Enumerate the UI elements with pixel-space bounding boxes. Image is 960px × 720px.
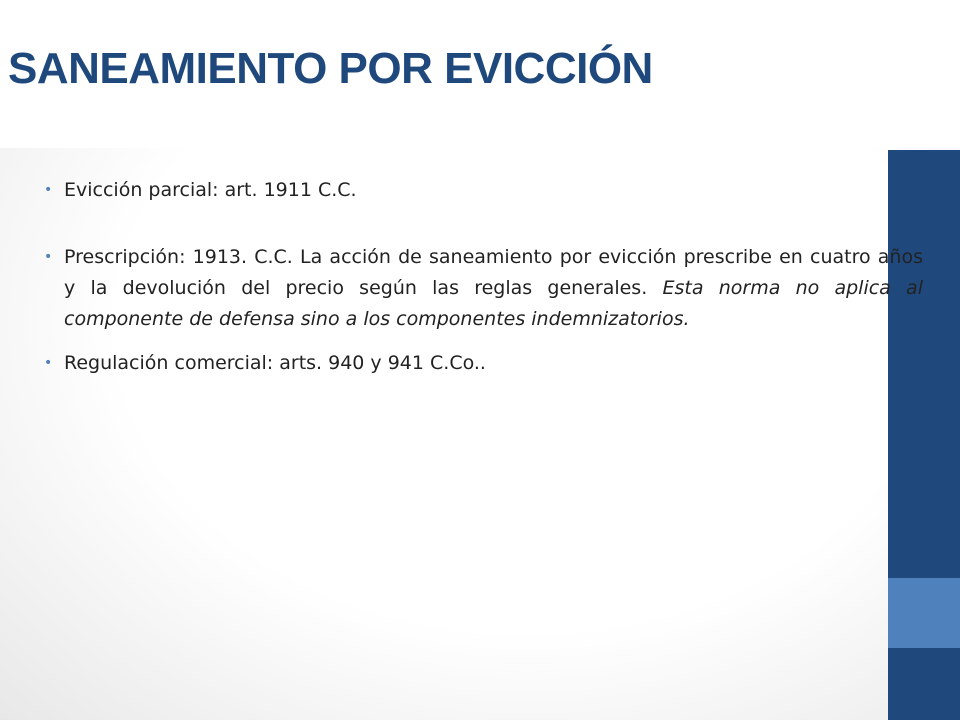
bullet-list	[44, 175, 923, 379]
bullet-dot-icon: •	[44, 249, 53, 265]
right-accent-block	[888, 578, 960, 648]
bullet-text: Evicción parcial: art. 1911 C.C.	[64, 179, 357, 201]
bullet-item	[44, 348, 923, 379]
bullet-italic-text: Esta norma no aplica al componente de defensa sino a los componentes indemnizatorios.	[64, 277, 923, 330]
slide-title: SANEAMIENTO POR EVICCIÓN	[8, 44, 653, 93]
bullet-dot-icon: •	[44, 182, 53, 198]
bullet-dot-icon: •	[44, 355, 53, 371]
bullet-item	[44, 175, 923, 206]
bullet-text: Prescripción: 1913. C.C. La acción de saneamiento por evicción prescribe en cuatro años y la devolución del precio según las reglas generales.	[64, 246, 923, 299]
bullet-text: Regulación comercial: arts. 940 y 941 C.Co..	[64, 352, 486, 374]
bullet-item	[44, 242, 923, 335]
